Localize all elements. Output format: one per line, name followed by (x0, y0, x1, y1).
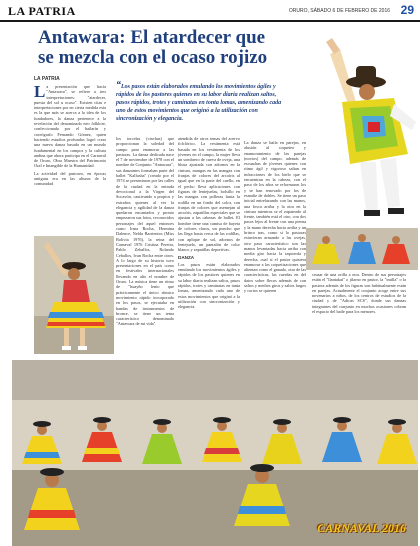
article-column-3 (178, 136, 240, 358)
pull-quote (116, 82, 286, 123)
column-3-text-b: Los pasos están elaborados emulando los movimientos ágiles y rápidos de los pastores quienes en su labor diaria realizan saltos, pasos rápidos, trotes y caminatas en tanta lomas, amenizando cada uno de estos movimientos que originó a la utilización con sincronización y elegancia. (178, 261, 240, 310)
carnaval-brand: CARNAVAL 2016 (317, 521, 406, 535)
newspaper-logo: LA PATRIA (8, 4, 76, 18)
page-number: 29 (400, 3, 414, 17)
dancer-photo-top (290, 24, 418, 229)
pull-quote-text: Los pasos están elaborados emulando los movimientos ágiles y rápidos de los pastores quienes en su labor diaria realizan saltos, pasos rápidos, trotes y caminatas en tonta lomas, amenizando cada uno de estos movimientos que originó a la utilización con sincronización y elegancia. (116, 84, 282, 122)
masthead (0, 0, 420, 22)
article-column-5 (312, 272, 406, 364)
column-1-rest: La actividad del pastoreo, en épocas antiguas era en las alturas de la comunidad (34, 170, 106, 187)
dateline: ORURO, SÁBADO 6 DE FEBRERO DE 2016 (288, 8, 390, 14)
column-1-lead: a presentación que hacía "Antawara", se refiere a tres interpretaciones: "atardecer, puesta del sol u ocaso". Existen citas e interpretaciones por en cierta medida esta es la que más se acerca a la idea de los fundadores, la danza pertenece a la revelación del denominado neo folklore, confeccionada por el bailarín y coreógrafo Fernando Gómez, quien haciendo estudios profundos logró crear una nueva danza basada en un mundo fundamental en los campos y la cultura andina que ahora participa en el Carnaval de Oruro, Obra Maestra del Patrimonio Oral e Intangible de la Humanidad. (34, 84, 106, 169)
subheading-danza: DANZA (178, 254, 195, 260)
dancers-photo-right (306, 228, 418, 270)
dancer-photo-left (34, 236, 114, 354)
quote-mark: “ (116, 80, 121, 91)
article-column-1 (34, 84, 106, 234)
parade-crowd-photo (12, 360, 418, 546)
column-3-text: atendida de otros temas del acervo folclórico. La vestimenta está basada en los vestimenta de los jóvenes en el campo, la mujer lleva un sombrero de cueva de oveja, una blusa ajustada con adornos en la cintura, mangas en las mangas con franjas de colores del arcoíris al igual que en la parte del cuello, en el pecho lleva aplicaciones con figuras de lentejuelas, bolsillo en las mangas con polleras hasta la rodilla en un fondo del color, con franjas de colores que asemejan al arcoíris, zapatillas especiales que se ajustan a las cabezas de ballet. El hombre tiene una camisa de bayeta de colores claros, un poncho que las llega hasta cerca de las rodillas, con aplique de sol, adornos de lentejuela, un pantalón de color blanco y zapatillas deportivas. (178, 136, 240, 253)
drop-cap: L (34, 84, 46, 101)
article-headline: Antawara: El atardecer que se mezcla con el ocaso rojizo (38, 27, 268, 68)
article-column-4 (244, 140, 306, 362)
article-column-2 (116, 136, 174, 362)
column-4-text: La danza se baila en parejas, en alusión al coqueteo y enamoramiento de las parejas (novios) del campo, además de escuadras de jóvenes quienes con ritmo ágil y vigoroso saltan en infracciones de los hielo que se encuentran en la cabeza, con el paso de los años se reformaron los y se han renovado por los de esmalte de dobles. Se tiene un paso inicial entrelazando con las manos, una fosca arriba y la otra en la cintura mientras se el zapateado al frente, también está el otro, con dos pasos lejos al frente con una pierna y la mano derecha hacia arriba y un brinco tras, como si lo pastoras estuvieran armando a las ovejas, otro paso característico son las manos levantadas hacia arriba con media giro hacia la izquierda y derecha, cual si el pastor quisiera enamorar a las coquetizaciones que alientan como el ganado, otra de las características, las cuerdas en del datos sobre flecos además de con saltos y medios giros y saltos largos y cortos se quieren (244, 140, 306, 294)
column-2-text: los torcelas (cinchas) que proporcionan la soledad del campo para enamorar a las pastoras. La danza dedicada nace el 7 de noviembre de 1978 con el nombre de Conjunto "Antawara", sus danzantes formaban parte del ballet "Kallusha" (creado por el 1974 se presentaron por las calles de la ciudad en la entrada devocional a la Virgen del Socavón, cautivando a propios y extraños quienes al ver la elegancia y agilidad de la danza quedaron encantados y pronto empezaron sus fotos, reconocidos personajes del aquel entonces como Irma Rocha, Hermina Dalence, Nelda Barrientos (Miss Bolivia 1976), la reina del Carnaval 1976 Cristina Pereira, Pablo Zeballos, Rolando Ceballos, Ivan Rocha entre otros. A lo largo de su historia tuvo presentaciones en el país como en festivales internacionales llevando en alto el nombre de Oruro. La música tiene un ritmo de "huayño lento que prácticamente el único rítmico movimiento rápido incorporado en los pasos, se ejecutaba en bandas de instrumentos de bronce, se tiene un tema característico denominado "Antawara de mi vida". (116, 136, 174, 327)
section-label: LA PATRIA (34, 76, 60, 82)
column-5-text: cruzar de una orilla a otra. Dentro de sus personajes están el "llantakat" o jilarno en pastor, la "imilla" o la pastora además de los figuras son habitualmente están en parejas. Actualmente el conjunto acoge entre sus novenarios a niños, de los centros de estudios de la ciudad y de "Adicas SCS", donde sus danzas integrantes del conjunto en muchos ocasiones cobran el espacio del baile para los menores. (312, 272, 406, 315)
